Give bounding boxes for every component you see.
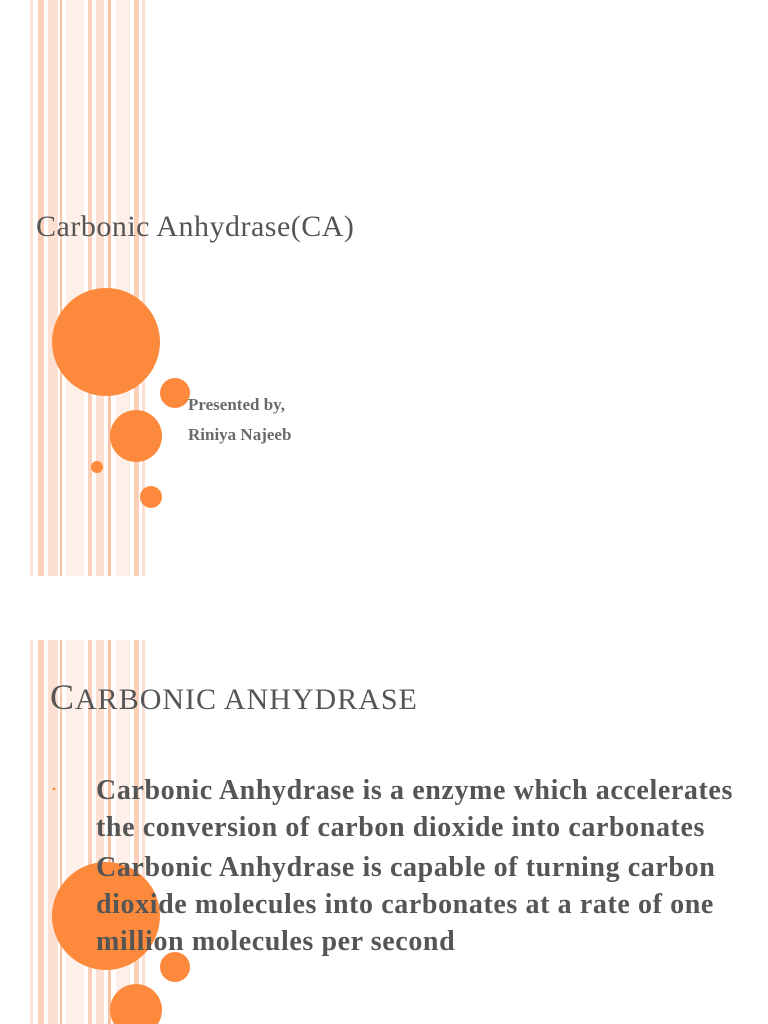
bullet-icon: • xyxy=(52,782,57,796)
slide-heading xyxy=(50,676,418,718)
decorative-stripe xyxy=(66,0,84,576)
presenter-name: Riniya Najeeb xyxy=(188,425,292,444)
heading-rest: ARBONIC ANHYDRASE xyxy=(75,683,418,716)
content-slide xyxy=(0,640,768,1024)
bullet-list xyxy=(48,772,748,963)
presenter-block xyxy=(188,390,291,450)
decorative-circle xyxy=(140,486,162,508)
slide-gap xyxy=(0,576,768,640)
bullet-text: Carbonic Anhydrase is capable of turning carbon dioxide molecules into carbonates at a rate of one million molecules per second xyxy=(96,852,716,957)
decorative-stripe xyxy=(88,0,92,576)
decorative-stripe xyxy=(30,640,33,1024)
decorative-circle xyxy=(110,410,162,462)
decorative-stripe xyxy=(38,640,44,1024)
presenter-label: Presented by, xyxy=(188,395,285,414)
list-item xyxy=(48,772,748,846)
heading-initial: C xyxy=(50,677,76,717)
decorative-circle xyxy=(52,288,160,396)
bullet-text: Carbonic Anhydrase is a enzyme which accelerates the conversion of carbon dioxide into carbonates xyxy=(96,775,733,843)
decorative-stripe xyxy=(134,0,139,576)
decorative-stripe xyxy=(30,0,33,576)
decorative-circle xyxy=(110,984,162,1024)
decorative-circle xyxy=(91,461,103,473)
decorative-stripe xyxy=(60,0,62,576)
list-item xyxy=(48,849,748,960)
decorative-stripe xyxy=(38,0,44,576)
decorative-circle xyxy=(160,378,190,408)
slide-title: Carbonic Anhydrase(CA) xyxy=(36,210,355,243)
decorative-stripe xyxy=(116,0,130,576)
decorative-stripe xyxy=(48,0,58,576)
